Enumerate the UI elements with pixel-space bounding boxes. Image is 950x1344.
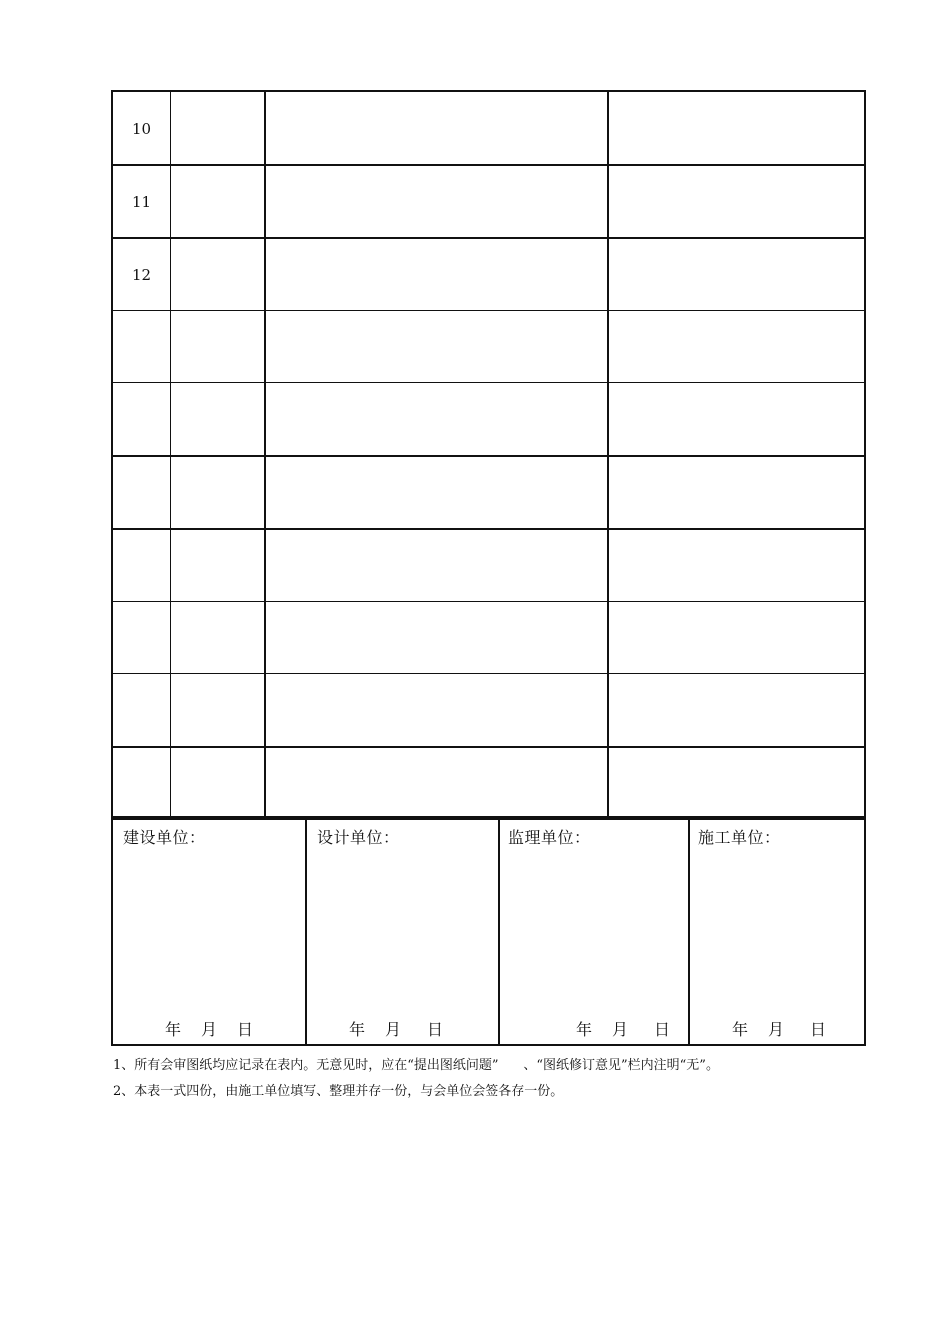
signature-table — [111, 818, 866, 1046]
date-line — [349, 1017, 443, 1040]
date-line — [732, 1017, 826, 1040]
signature-cell-supervisor — [500, 820, 688, 1044]
column-divider — [607, 92, 609, 816]
month-label: 月 — [768, 1020, 785, 1039]
month-label: 月 — [385, 1020, 402, 1039]
row-divider — [113, 601, 864, 602]
row-divider — [113, 310, 864, 311]
note-1: 1、所有会审图纸均应记录在表内。无意见时，应在“提出图纸问题” 、“图纸修订意见”栏内注明“无”。 — [113, 1058, 719, 1073]
unit-label: 施工单位： — [698, 828, 781, 847]
unit-label: 监理单位： — [508, 828, 591, 847]
signature-cell-owner — [113, 820, 305, 1044]
unit-label: 建设单位： — [123, 828, 206, 847]
date-line — [165, 1017, 253, 1040]
column-divider — [264, 92, 266, 816]
row-divider — [113, 455, 864, 457]
row-divider — [113, 528, 864, 530]
row-number: 10 — [131, 120, 152, 138]
note-2: 2、本表一式四份，由施工单位填写、整理并存一份，与会单位会签各存一份。 — [113, 1084, 564, 1099]
signature-cell-contractor — [690, 820, 864, 1044]
month-label: 月 — [612, 1020, 629, 1039]
row-divider — [113, 164, 864, 166]
record-table — [111, 90, 866, 818]
month-label: 月 — [201, 1020, 218, 1039]
row-number: 12 — [131, 266, 152, 284]
date-line — [576, 1017, 670, 1040]
year-label: 年 — [732, 1020, 749, 1039]
year-label: 年 — [165, 1020, 182, 1039]
year-label: 年 — [349, 1020, 366, 1039]
row-divider — [113, 237, 864, 239]
row-number: 11 — [131, 193, 152, 211]
year-label: 年 — [576, 1020, 593, 1039]
day-label: 日 — [654, 1020, 671, 1039]
day-label: 日 — [427, 1020, 444, 1039]
column-divider — [170, 92, 171, 816]
unit-label: 设计单位： — [317, 828, 400, 847]
day-label: 日 — [237, 1020, 254, 1039]
row-divider — [113, 673, 864, 674]
row-divider — [113, 382, 864, 383]
row-divider — [113, 746, 864, 748]
signature-cell-designer — [307, 820, 499, 1044]
day-label: 日 — [810, 1020, 827, 1039]
